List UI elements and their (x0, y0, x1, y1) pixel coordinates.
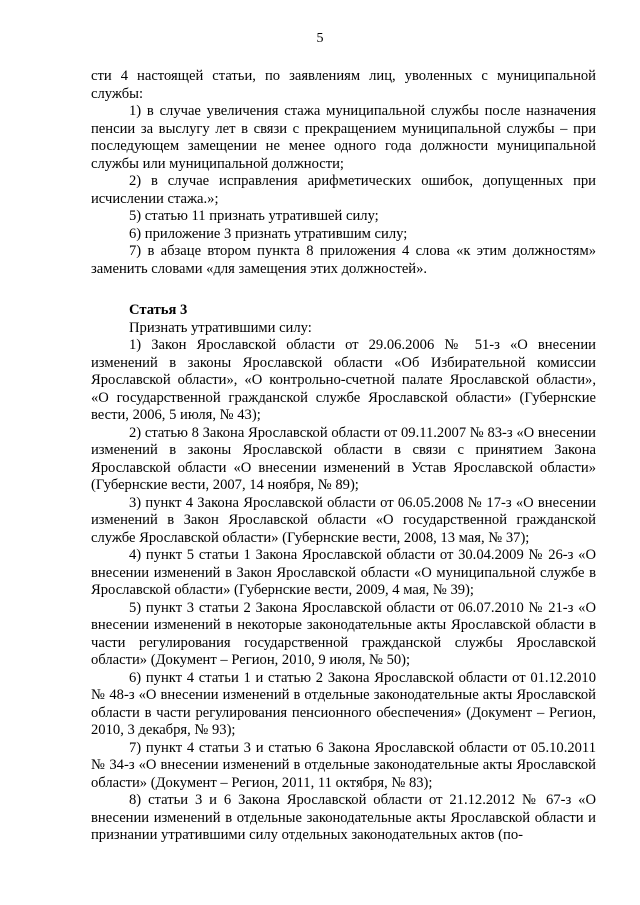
list-item: 3) пункт 4 Закона Ярославской области от 06.05.2008 № 17-з «О внесении изменений в Закон Ярославской области «О государственной гражданской службе Ярославской области» (Губернские вести, 2008, 13 мая, № 37); (91, 494, 596, 546)
paragraph-continuation: сти 4 настоящей статьи, по заявлениям лиц, уволенных с муниципальной службы: (91, 68, 596, 102)
paragraph: 1) в случае увеличения стажа муниципальной службы после назначения пенсии за выслугу лет в связи с прекращением муниципальной службы – при последующем замещении не менее одного года должности муниципальной службы или муниципальной должности; (91, 103, 596, 172)
list-item: 5) пункт 3 статьи 2 Закона Ярославской области от 06.07.2010 № 21-з «О внесении изменений в некоторые законодательные акты Ярославской области в части регулирования государственной гражданской службы Ярославской области» (Документ – Регион, 2010, 9 июля, № 50); (91, 599, 596, 668)
list-item: 2) статью 8 Закона Ярославской области от 09.11.2007 № 83-з «О внесении изменений в законы Ярославской области в связи с принятием Закона Ярославской области «О внесении изменений в Устав Ярославской области» (Губернские вести, 2007, 14 ноября, № 89); (91, 424, 596, 493)
page-number: 5 (316, 31, 324, 46)
paragraph: 5) статью 11 признать утратившей силу; (129, 208, 379, 224)
article-lead: Признать утратившими силу: (129, 319, 312, 336)
document-body (91, 68, 596, 845)
list-item: 7) пункт 4 статьи 3 и статью 6 Закона Ярославской области от 05.10.2011 № 34-з «О внесении изменений в отдельные законодательные акты Ярославской области» (Документ – Регион, 2011, 11 октября, № 83); (91, 739, 596, 791)
paragraph: 7) в абзаце втором пункта 8 приложения 4 слова «к этим должностям» заменить словами «для замещения этих должностей». (91, 243, 596, 277)
paragraph: 2) в случае исправления арифметических ошибок, допущенных при исчислении стажа.»; (91, 173, 596, 207)
list-item: 6) пункт 4 статьи 1 и статью 2 Закона Ярославской области от 01.12.2010 № 48-з «О внесении изменений в отдельные законодательные акты Ярославской области в части регулирования пенсионного обеспечения» (Документ – Регион, 2010, 3 декабря, № 93); (91, 669, 596, 738)
article-heading: Статья 3 (129, 302, 188, 318)
paragraph: 6) приложение 3 признать утратившим силу; (129, 225, 408, 242)
list-item: 1) Закон Ярославской области от 29.06.2006 № 51-з «О внесении изменений в законы Ярославской области «Об Избирательной комиссии Ярославской области», «О контрольно-счетной палате Ярославской области», «О государственной гражданской службе Ярославской области» (Губернские вести, 2006, 5 июля, № 43); (91, 337, 596, 423)
list-item: 8) статьи 3 и 6 Закона Ярославской области от 21.12.2012 № 67-з «О внесении изменений в отдельные законодательные акты Ярославской области и признании утратившими силу отдельных законодательных актов (по- (91, 792, 596, 843)
list-item: 4) пункт 5 статьи 1 Закона Ярославской области от 30.04.2009 № 26-з «О внесении изменений в Закон Ярославской области «О муниципальной службе в Ярославской области» (Губернские вести, 2009, 4 мая, № 39); (91, 547, 596, 598)
